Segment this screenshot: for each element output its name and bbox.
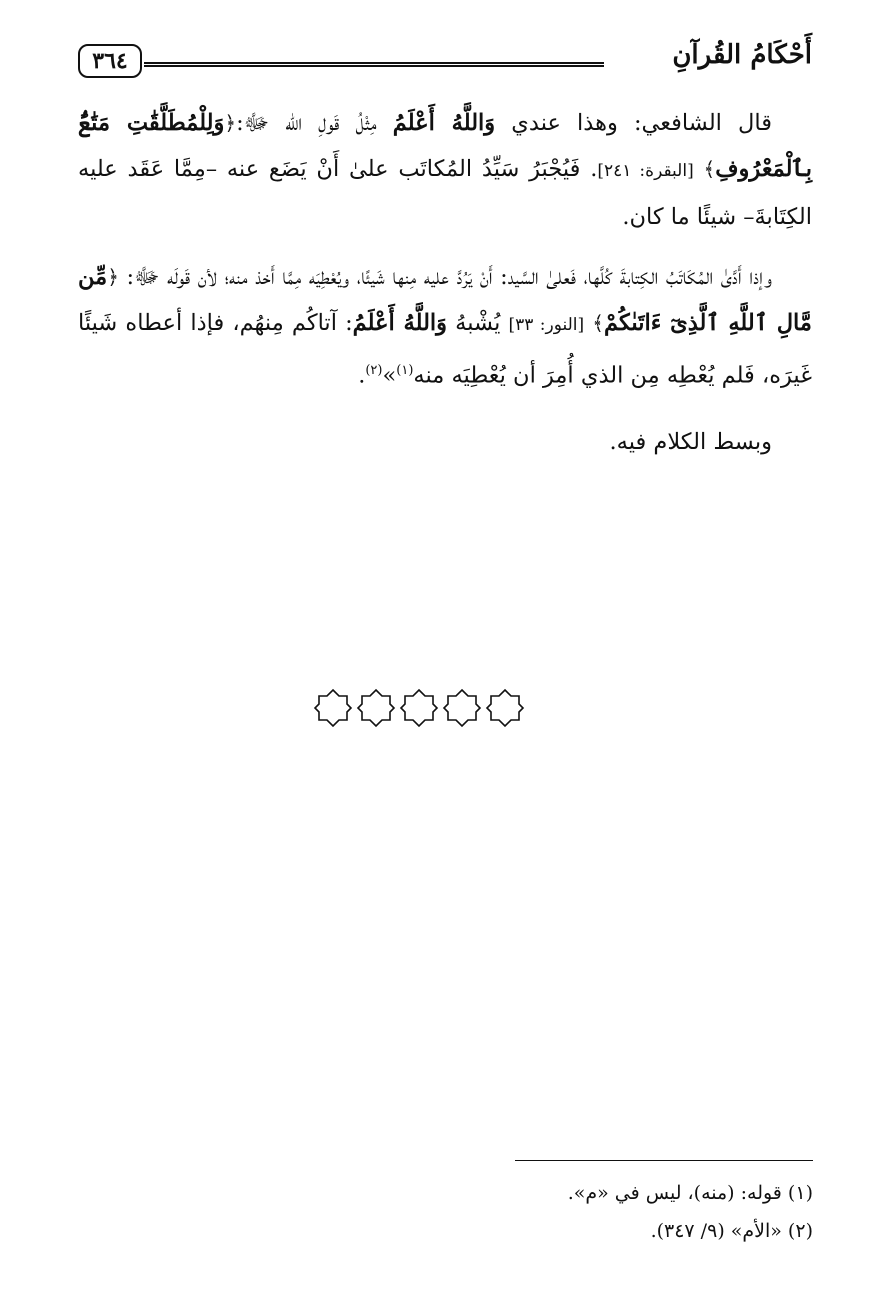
text-run: مِثْلُ قَولِ الله ﷻ: bbox=[236, 110, 393, 136]
footnote-marker-2[interactable]: (٢) bbox=[365, 363, 383, 378]
running-title: أَحْكَامُ القُرآنِ bbox=[672, 40, 812, 70]
section-separator bbox=[313, 688, 525, 728]
quran-bracket-open: ﴿ bbox=[224, 111, 237, 135]
closing-quote: » bbox=[382, 362, 397, 389]
page-header bbox=[78, 38, 812, 80]
paragraph-3: وبسط الكلام فيه. bbox=[609, 428, 772, 455]
allahu-alam: وَاللَّهُ أَعْلَمُ bbox=[352, 310, 448, 336]
paragraph-1 bbox=[78, 100, 812, 240]
text-run: . bbox=[358, 362, 366, 389]
footnote-divider bbox=[515, 1160, 813, 1161]
text-run: : آتاكُم مِنهُم، فإذا أعطاه شَيئًا غَيرَه، فَلم يُعْطِه مِن الذي أُمِرَ أن يُعْطِيَه منه bbox=[78, 310, 812, 389]
header-rule bbox=[144, 62, 604, 67]
footnote-marker-1[interactable]: (١) bbox=[396, 363, 414, 378]
verse-reference: [النور: ٣٣] bbox=[508, 315, 585, 335]
quran-bracket-open: ﴿ bbox=[107, 265, 119, 289]
star-ornament-icon bbox=[485, 688, 525, 728]
quran-bracket-close: ﴾ bbox=[703, 157, 716, 181]
verse-reference: [البقرة: ٢٤١] bbox=[597, 161, 694, 181]
allahu-alam: وَاللَّهُ أَعْلَمُ bbox=[392, 110, 496, 136]
text-run: قال الشافعي: وهذا عندي bbox=[495, 110, 773, 136]
main-text bbox=[78, 100, 812, 465]
quran-verse: مِّن مَّالِ ٱللَّهِ ٱلَّذِىٓ ءَاتَىٰكُمْ bbox=[78, 264, 812, 336]
footnote-1: (١) قوله: (منه)، ليس في «م». bbox=[567, 1182, 813, 1204]
text-run: وإذا أَدَّىٰ المُكَاتَبُ الكِتابةَ كُلَّها، فَعلىٰ السَّيد: أَنْ يَرُدَّ عليه مِنها شَيئًا، ويُعْطِيَه مِمَّا أَخذ منه؛ لأن قَولَه ﷻ: bbox=[118, 264, 772, 290]
star-ornament-icon bbox=[442, 688, 482, 728]
star-ornament-icon bbox=[356, 688, 396, 728]
page-number: ٣٦٤ bbox=[78, 44, 142, 78]
quran-verse: وَلِلْمُطَلَّقَٰتِ مَتَٰعٌۢ بِٱلْمَعْرُوفِ bbox=[78, 110, 812, 182]
paragraph-2 bbox=[78, 254, 812, 399]
star-ornament-icon bbox=[313, 688, 353, 728]
footnotes bbox=[568, 1174, 813, 1250]
footnote-2: (٢) «الأم» (٩/ ٣٤٧). bbox=[650, 1220, 813, 1242]
quran-bracket-close: ﴾ bbox=[592, 311, 604, 335]
text-run: يُشْبهُ bbox=[447, 310, 509, 336]
star-ornament-icon bbox=[399, 688, 439, 728]
text-run: . فَيُجْبَرُ سَيِّدُ المُكاتَب علىٰ أَنْ يَضَع عنه –مِمَّا عَقَد عليه الكِتَابةَ– شيئًا ما كان. bbox=[78, 156, 812, 230]
